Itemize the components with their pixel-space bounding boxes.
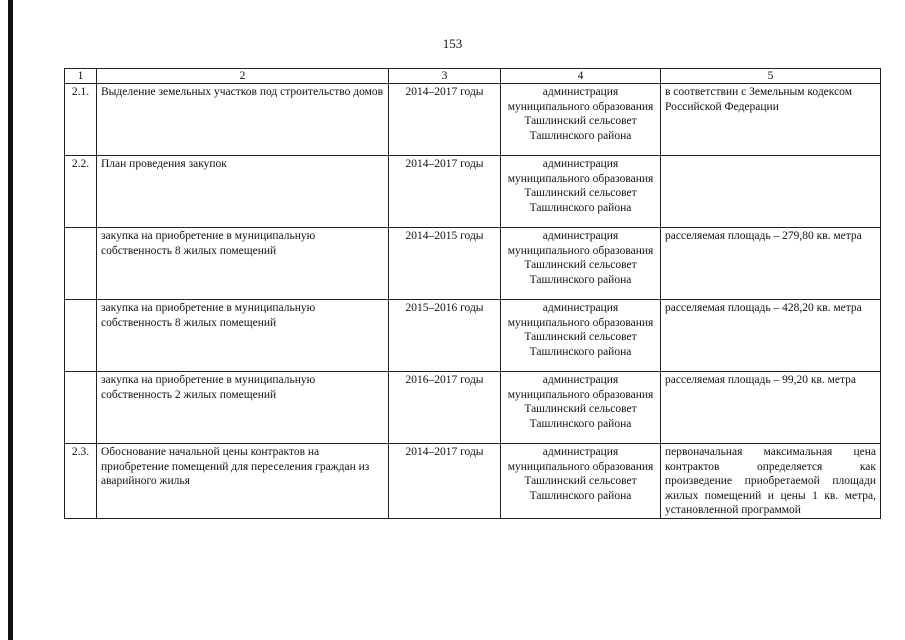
measure-cell: План проведения закупок	[97, 156, 389, 228]
table-row	[65, 300, 881, 372]
row-number	[65, 300, 97, 372]
row-number: 2.3.	[65, 444, 97, 519]
note-cell: расселяемая площадь – 428,20 кв. метра	[661, 300, 881, 372]
note-cell: расселяемая площадь – 99,20 кв. метра	[661, 372, 881, 444]
measure-cell: закупка на приобретение в муниципальную собственность 8 жилых помещений	[97, 228, 389, 300]
row-number	[65, 372, 97, 444]
executor-cell: администрация муниципального образования Ташлинский сельсовет Ташлинского района	[501, 156, 661, 228]
measure-cell: Обоснование начальной цены контрактов на приобретение помещений для переселения граждан из аварийного жилья	[97, 444, 389, 519]
table-row	[65, 156, 881, 228]
row-number	[65, 228, 97, 300]
measure-cell: Выделение земельных участков под строительство домов	[97, 84, 389, 156]
period-cell: 2014–2017 годы	[389, 444, 501, 519]
column-header-3: 3	[389, 69, 501, 84]
note-cell	[661, 156, 881, 228]
period-cell: 2014–2017 годы	[389, 156, 501, 228]
table-row	[65, 84, 881, 156]
period-cell: 2014–2015 годы	[389, 228, 501, 300]
row-number: 2.2.	[65, 156, 97, 228]
executor-cell: администрация муниципального образования Ташлинский сельсовет Ташлинского района	[501, 228, 661, 300]
measure-cell: закупка на приобретение в муниципальную собственность 2 жилых помещений	[97, 372, 389, 444]
period-cell: 2014–2017 годы	[389, 84, 501, 156]
measure-cell: закупка на приобретение в муниципальную собственность 8 жилых помещений	[97, 300, 389, 372]
header-row	[65, 69, 881, 84]
column-header-2: 2	[97, 69, 389, 84]
executor-cell: администрация муниципального образования Ташлинский сельсовет Ташлинского района	[501, 300, 661, 372]
measures-table	[64, 68, 881, 519]
table-row	[65, 228, 881, 300]
note-cell: расселяемая площадь – 279,80 кв. метра	[661, 228, 881, 300]
period-cell: 2016–2017 годы	[389, 372, 501, 444]
column-header-4: 4	[501, 69, 661, 84]
table-row	[65, 372, 881, 444]
period-cell: 2015–2016 годы	[389, 300, 501, 372]
row-number: 2.1.	[65, 84, 97, 156]
scan-edge-shadow	[8, 0, 13, 640]
note-cell: в соответствии с Земельным кодексом Российской Федерации	[661, 84, 881, 156]
executor-cell: администрация муниципального образования Ташлинский сельсовет Ташлинского района	[501, 372, 661, 444]
page-number: 153	[442, 36, 463, 51]
column-header-5: 5	[661, 69, 881, 84]
executor-cell: администрация муниципального образования Ташлинский сельсовет Ташлинского района	[501, 84, 661, 156]
note-cell: первоначальная максимальная цена контрактов определяется как произведение приобретаемой площади жилых помещений и цены 1 кв. метра, установленной программой	[661, 444, 881, 519]
executor-cell: администрация муниципального образования Ташлинский сельсовет Ташлинского района	[501, 444, 661, 519]
column-header-1: 1	[65, 69, 97, 84]
table-row	[65, 444, 881, 519]
